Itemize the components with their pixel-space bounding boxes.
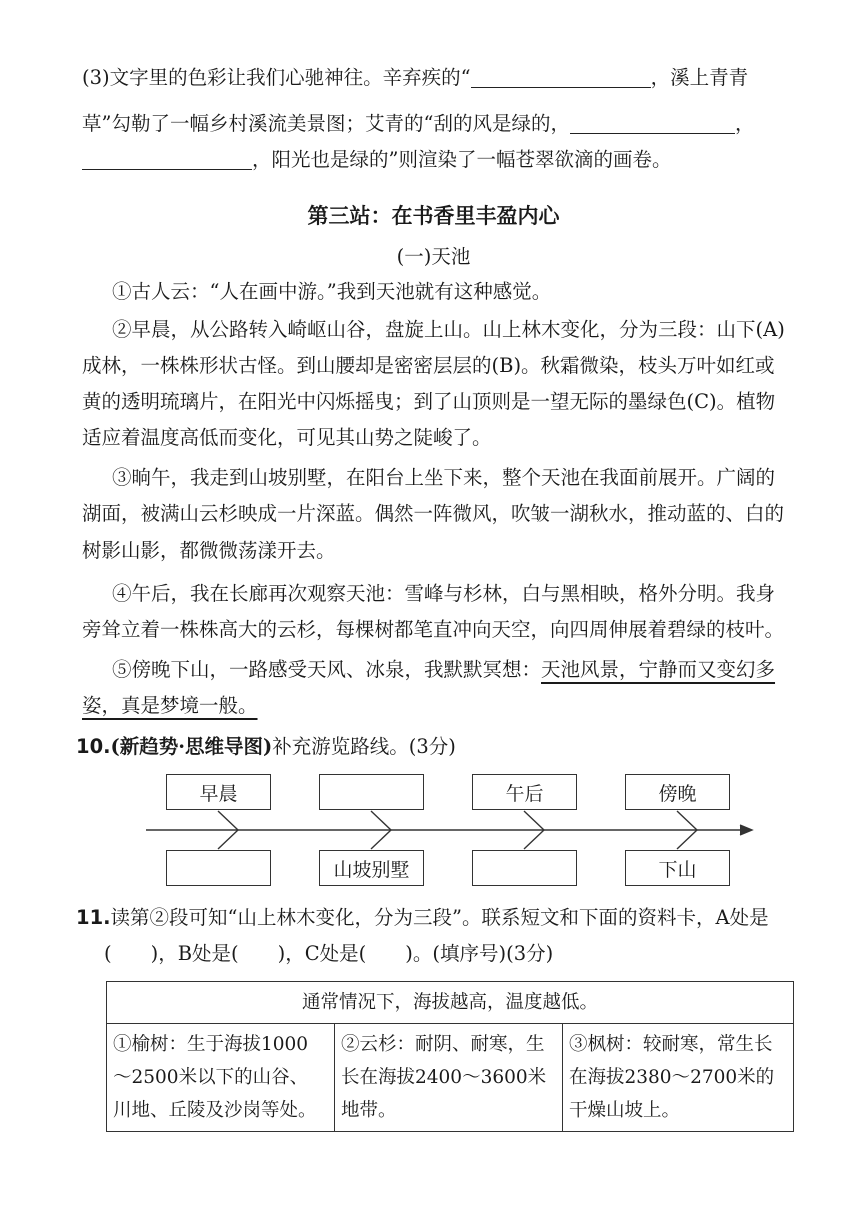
route-blank-box[interactable] — [319, 774, 424, 810]
passage-line: 湖面，被满山云杉映成一片深蓝。偶然一阵微风，吹皱一湖秋水，推动蓝的、白的 — [82, 502, 785, 525]
underlined-sentence: 天池风景，宁静而又变幻多 — [541, 658, 776, 681]
route-box-afternoon: 午后 — [472, 774, 577, 810]
route-blank-box[interactable] — [472, 850, 577, 886]
route-box-morning: 早晨 — [166, 774, 271, 810]
route-blank-box[interactable] — [166, 850, 271, 886]
q3-text: ，溪上青青 — [650, 66, 749, 89]
q3-text: (3)文字里的色彩让我们心驰神往。辛弃疾的“ — [82, 66, 471, 89]
passage-line: 旁耸立着一株株高大的云杉，每棵树都笔直冲向天空，向四周伸展着碧绿的枝叶。 — [82, 618, 785, 641]
passage-title: (一)天池 — [396, 245, 471, 268]
question-number: 11. — [76, 906, 111, 929]
passage-line: 黄的透明琉璃片，在阳光中闪烁摇曳；到了山顶则是一望无际的墨绿色(C)。植物 — [82, 390, 776, 413]
cell-line: 地带。 — [341, 1100, 397, 1121]
passage-line: 成林，一株株形状古怪。到山腰却是密密层层的(B)。秋霜微染，枝头万叶如红或 — [82, 354, 775, 377]
question-11-line-2: ( )，B处是( )，C处是( )。(填序号)(3分) — [104, 942, 554, 965]
passage-line: 适应着温度高低而变化，可见其山势之陡峻了。 — [82, 426, 492, 449]
passage-line: 树影山影，都微微荡漾开去。 — [82, 539, 336, 562]
route-box-downhill: 下山 — [625, 850, 730, 886]
cell-line: 干燥山坡上。 — [569, 1100, 681, 1121]
info-card-header: 通常情况下，海拔越高，温度越低。 — [107, 982, 794, 1024]
q3-text: 草”勾勒了一幅乡村溪流美景图；艾青的“刮的风是绿的， — [82, 112, 570, 135]
passage-paragraph-1: ①古人云：“人在画中游。”我到天池就有这种感觉。 — [112, 280, 552, 303]
cell-line: ③枫树：较耐寒，常生长 — [569, 1034, 773, 1055]
question-tag: (新趋势·思维导图) — [110, 735, 273, 758]
route-box-evening: 傍晚 — [625, 774, 730, 810]
q3-text: ， — [734, 112, 755, 135]
cell-line: ①榆树：生于海拔1000 — [113, 1034, 309, 1055]
info-card-cell-elm — [107, 1024, 335, 1132]
underlined-sentence: 姿，真是梦境一般。 — [82, 694, 258, 717]
question-number: 10. — [76, 735, 111, 758]
question-text: 补充游览路线。(3分) — [272, 735, 456, 758]
cell-line: 长在海拔2400～3600米 — [341, 1067, 547, 1088]
passage-paragraph-4: ④午后，我在长廊再次观察天池：雪峰与杉林，白与黑相映，格外分明。我身 — [112, 582, 776, 605]
question-11 — [76, 904, 769, 932]
cell-line: 川地、丘陵及沙岗等处。 — [113, 1100, 317, 1121]
cell-line: ～2500米以下的山谷、 — [113, 1067, 309, 1088]
route-box-villa: 山坡别墅 — [319, 850, 424, 886]
cell-line: 在海拔2380～2700米的 — [569, 1067, 775, 1088]
passage-text: ⑤傍晚下山，一路感受天风、冰泉，我默默冥想： — [112, 658, 542, 681]
passage-paragraph-2: ②早晨，从公路转入崎岖山谷，盘旋上山。山上林木变化，分为三段：山下(A) — [112, 318, 785, 341]
q3-text: ，阳光也是绿的”则渲染了一幅苍翠欲滴的画卷。 — [252, 148, 672, 171]
section-title: 第三站：在书香里丰盈内心 — [307, 203, 560, 228]
passage-paragraph-3: ③晌午，我走到山坡别墅，在阳台上坐下来，整个天池在我面前展开。广阔的 — [112, 466, 776, 489]
question-text: 读第②段可知“山上林木变化，分为三段”。联系短文和下面的资料卡，A处是 — [110, 906, 769, 929]
info-card-cell-maple — [563, 1024, 794, 1132]
cell-line: ②云杉：耐阴、耐寒，生 — [341, 1034, 545, 1055]
info-card — [106, 981, 794, 1132]
info-card-cell-spruce — [335, 1024, 563, 1132]
